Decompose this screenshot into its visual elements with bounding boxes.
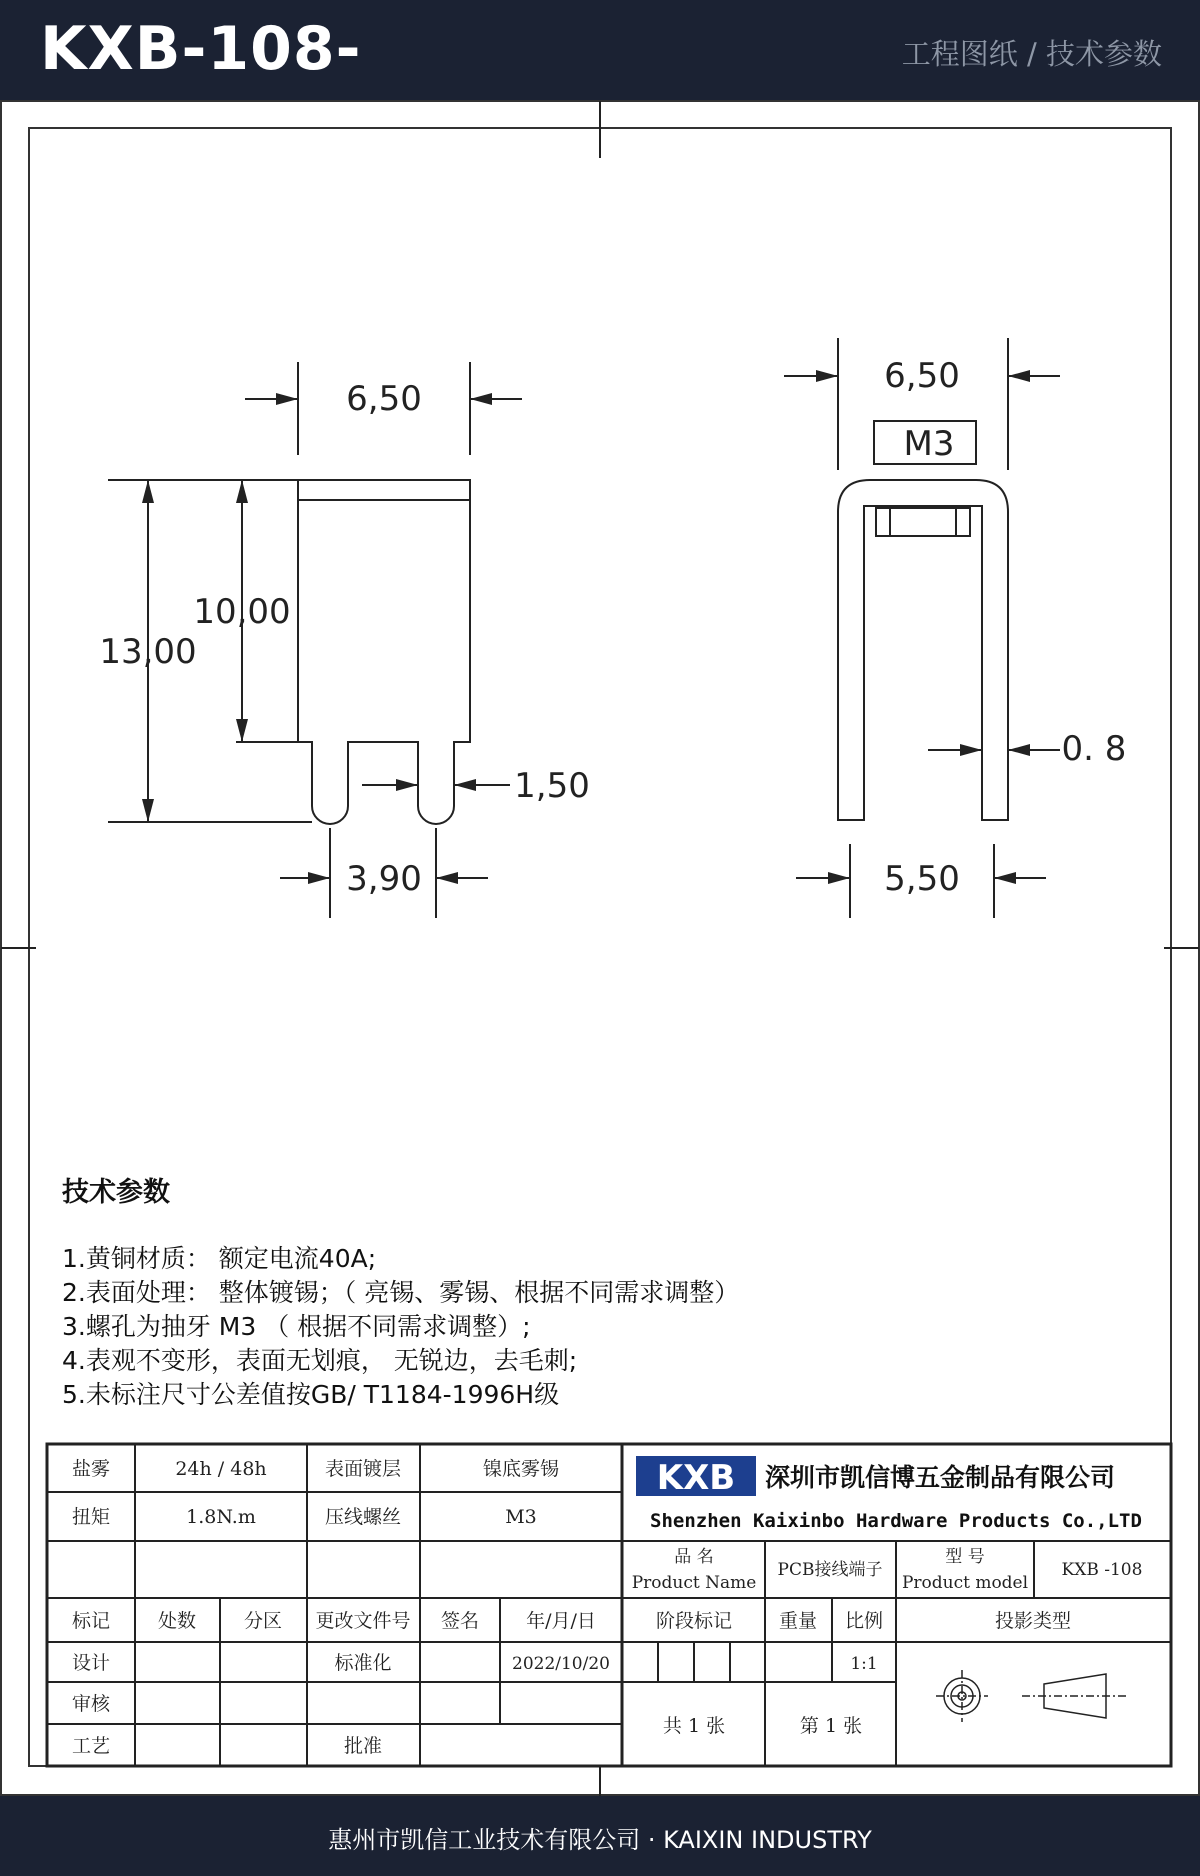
date-value: 2022/10/20 <box>512 1654 610 1674</box>
dim-bottom-width: 5,50 <box>884 859 960 899</box>
approve-label: 批准 <box>343 1735 383 1757</box>
review-label: 审核 <box>71 1693 111 1715</box>
dim-slot-width: 1,50 <box>514 766 590 806</box>
rev-header-mark: 标记 <box>71 1610 111 1632</box>
dim-side-width: 6,50 <box>884 356 960 396</box>
dim-body-height: 10,00 <box>193 592 291 632</box>
torque-label: 扭矩 <box>71 1506 111 1528</box>
salt-spray-label: 盐雾 <box>71 1458 111 1480</box>
company-name-cn: 深圳市凯信博五金制品有限公司 <box>765 1463 1116 1492</box>
footer-bar <box>0 1796 1200 1876</box>
screw-label: 压线螺丝 <box>324 1506 402 1528</box>
rev-header-sign: 签名 <box>440 1610 480 1632</box>
spec-item: 5.未标注尺寸公差值按GB/ T1184-1996H级 <box>62 1380 560 1409</box>
product-name-label-en: Product Name <box>631 1573 757 1593</box>
standardize-label: 标准化 <box>334 1652 392 1674</box>
rev-header-date: 年/月/日 <box>526 1610 596 1632</box>
dim-thickness: 0. 8 <box>1061 729 1127 769</box>
model-label-cn: 型 号 <box>945 1547 985 1567</box>
projection-label: 投影类型 <box>994 1610 1072 1632</box>
process-label: 工艺 <box>71 1735 111 1757</box>
specs-title: 技术参数 <box>62 1177 170 1208</box>
spec-item: 2.表面处理： 整体镀锡；（ 亮锡、雾锡、根据不同需求调整） <box>62 1278 740 1307</box>
screw-value: M3 <box>505 1506 537 1528</box>
total-sheets: 共 1 张 <box>662 1715 726 1737</box>
spec-item: 4.表观不变形，表面无划痕， 无锐边，去毛刺; <box>62 1346 578 1375</box>
dim-leg-span: 3,90 <box>346 859 422 899</box>
header-subtitle: 工程图纸 / 技术参数 <box>901 37 1162 71</box>
projection-symbol-icon <box>936 1670 1128 1722</box>
salt-spray-value: 24h / 48h <box>175 1458 267 1480</box>
spec-item: 1.黄铜材质： 额定电流40A; <box>62 1244 377 1273</box>
dim-total-height: 13,00 <box>99 632 197 672</box>
dim-front-width: 6,50 <box>346 379 422 419</box>
torque-value: 1.8N.m <box>186 1506 256 1528</box>
dim-screw: M3 <box>903 424 955 464</box>
weight-label: 重量 <box>778 1610 818 1632</box>
product-name-label-cn: 品 名 <box>674 1547 714 1567</box>
specs-list <box>62 1242 739 1412</box>
rev-header-count: 处数 <box>157 1610 197 1632</box>
footer-text: 惠州市凯信工业技术有限公司 · KAIXIN INDUSTRY <box>328 1826 872 1854</box>
scale-label: 比例 <box>844 1610 884 1632</box>
company-name-en: Shenzhen Kaixinbo Hardware Products Co.,LTD <box>650 1510 1142 1532</box>
plating-label: 表面镀层 <box>324 1458 402 1480</box>
title-block <box>47 1444 1171 1766</box>
design-label: 设计 <box>71 1652 111 1674</box>
scale-value: 1:1 <box>850 1654 878 1674</box>
rev-header-zone: 分区 <box>243 1610 283 1632</box>
rev-header-file: 更改文件号 <box>315 1610 411 1632</box>
spec-item: 3.螺孔为抽牙 M3 （ 根据不同需求调整）; <box>62 1312 531 1341</box>
stage-mark-label: 阶段标记 <box>655 1610 733 1632</box>
model-label-en: Product model <box>901 1573 1029 1593</box>
model-value: KXB -108 <box>1061 1560 1143 1580</box>
sheet-number: 第 1 张 <box>799 1715 863 1737</box>
model-title: KXB-108- <box>40 14 362 84</box>
logo-text: KXB <box>656 1458 736 1498</box>
plating-value: 镍底雾锡 <box>482 1458 560 1480</box>
product-name-value: PCB接线端子 <box>777 1560 883 1580</box>
